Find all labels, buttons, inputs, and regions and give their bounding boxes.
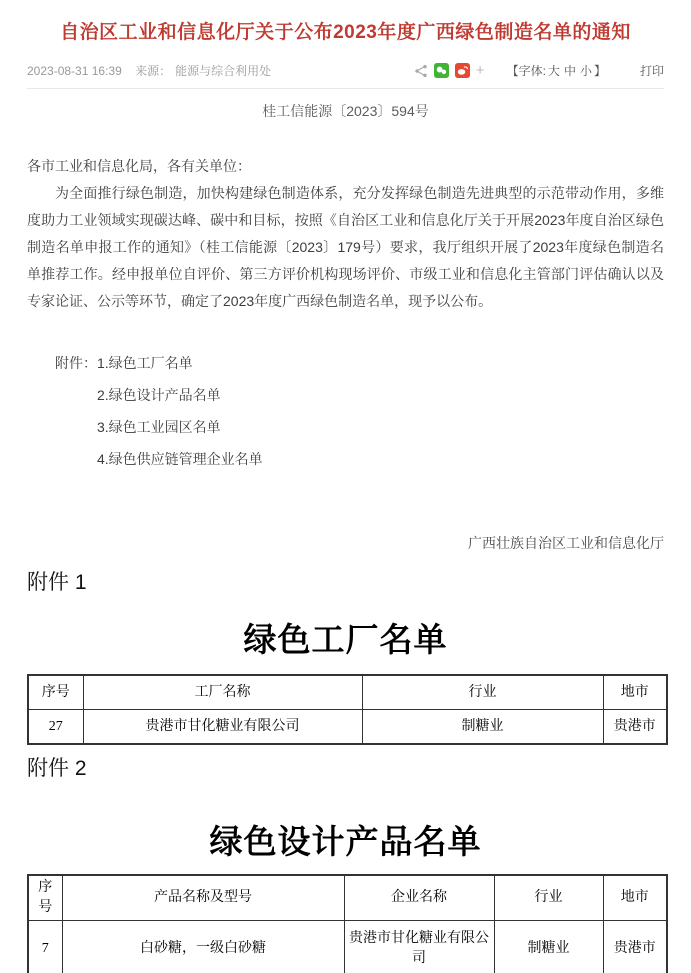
cell-city: 贵港市 <box>603 710 667 745</box>
column-header: 工厂名称 <box>83 675 362 710</box>
cell-company-name: 贵港市甘化糖业有限公司 <box>344 921 494 973</box>
cell-industry: 制糖业 <box>494 921 603 973</box>
cell-industry: 制糖业 <box>362 710 603 745</box>
green-factory-table <box>27 674 668 745</box>
cell-factory-name: 贵港市甘化糖业有限公司 <box>83 710 362 745</box>
font-size-label: 字体: <box>518 64 546 78</box>
column-header: 企业名称 <box>344 875 494 921</box>
salutation: 各市工业和信息化局，各有关单位： <box>27 158 251 174</box>
attachments-label: 附件： <box>55 355 97 371</box>
annex2-label: 附件 2 <box>27 757 87 780</box>
source-value: 能源与综合利用处 <box>175 64 272 78</box>
column-header: 序号 <box>28 875 62 921</box>
column-header: 行业 <box>494 875 603 921</box>
cell-seq: 7 <box>28 921 62 973</box>
table-row <box>28 710 667 745</box>
font-bracket-open: 【 <box>506 64 519 78</box>
annex2-table-title: 绿色设计产品名单 <box>209 825 482 861</box>
table-row <box>28 921 667 973</box>
weibo-share-icon[interactable] <box>455 63 470 78</box>
font-size-small[interactable]: 小 <box>579 64 592 78</box>
document-number: 桂工信能源〔2023〕594号 <box>262 103 429 119</box>
font-bracket-close: 】 <box>593 64 606 78</box>
cell-product-name: 白砂糖，一级白砂糖 <box>62 921 344 973</box>
issuer-signature: 广西壮族自治区工业和信息化厅 <box>468 535 664 551</box>
green-design-product-table <box>27 874 668 973</box>
page-title: 自治区工业和信息化厅关于公布2023年度广西绿色制造名单的通知 <box>60 22 631 43</box>
attachment-link-2[interactable]: 2.绿色设计产品名单 <box>97 387 221 403</box>
source-label: 来源： <box>135 64 172 78</box>
column-header: 行业 <box>362 675 603 710</box>
share-icon[interactable] <box>414 64 428 78</box>
annex1-table-title: 绿色工厂名单 <box>243 623 448 659</box>
meta-toolbar-row <box>27 62 664 89</box>
font-size-large[interactable]: 大 <box>547 64 560 78</box>
attachment-link-4[interactable]: 4.绿色供应链管理企业名单 <box>97 451 263 467</box>
table-header-row <box>28 875 667 921</box>
print-button[interactable]: 打印 <box>639 64 664 78</box>
column-header: 地市 <box>603 675 667 710</box>
attachment-link-3[interactable]: 3.绿色工业园区名单 <box>97 419 221 435</box>
column-header: 序号 <box>28 675 83 710</box>
wechat-share-icon[interactable] <box>434 63 449 78</box>
font-size-widget <box>507 62 606 79</box>
body-paragraph: 为全面推行绿色制造，加快构建绿色制造体系，充分发挥绿色制造先进典型的示范带动作用，多维度助力工业领域实现碳达峰、碳中和目标，按照《自治区工业和信息化厅关于开展2023年度自治区绿色制造名单申报工作的通知》（桂工信能源〔2023〕179号）要求，我厅组织开展了2023年度绿色制造名单推荐工作。经申报单位自评价、第三方评价机构现场评价、市级工业和信息化主管部门评估确认以及专家论证、公示等环节，确定了2023年度广西绿色制造名单，现予以公布。 <box>27 185 664 309</box>
attachment-list <box>27 347 664 475</box>
font-size-medium[interactable]: 中 <box>563 64 576 78</box>
cell-city: 贵港市 <box>603 921 667 973</box>
attachment-link-1[interactable]: 1.绿色工厂名单 <box>97 355 193 371</box>
publish-date: 2023-08-31 16:39 <box>27 64 122 78</box>
share-icons <box>414 63 491 78</box>
attachment-items <box>97 347 263 475</box>
column-header: 地市 <box>603 875 667 921</box>
article-toolbar <box>414 62 664 79</box>
annex1-label: 附件 1 <box>27 571 87 594</box>
meta-info <box>27 62 281 79</box>
cell-seq: 27 <box>28 710 83 745</box>
more-share-icon[interactable]: + <box>475 62 485 79</box>
table-header-row <box>28 675 667 710</box>
column-header: 产品名称及型号 <box>62 875 344 921</box>
